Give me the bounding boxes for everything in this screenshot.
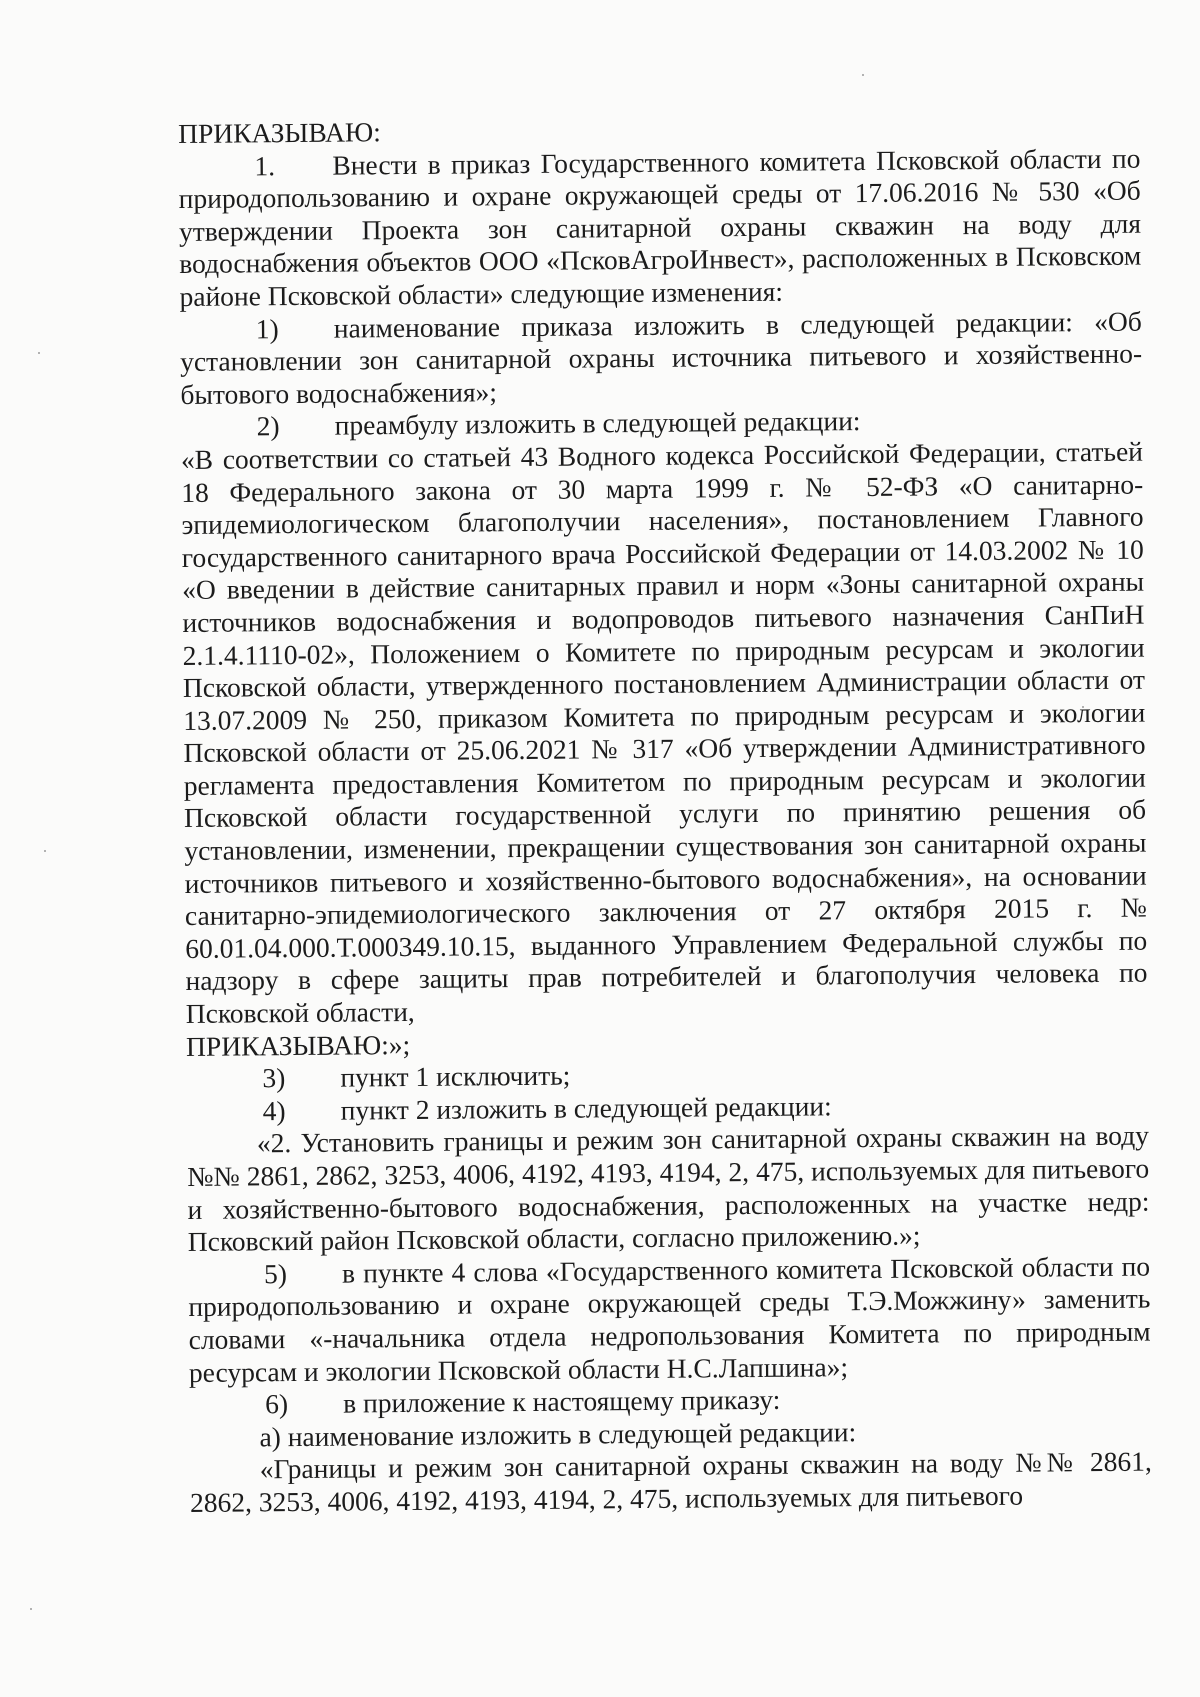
scan-speck	[44, 850, 46, 852]
subitem-2-number: 2)	[256, 410, 280, 442]
subitem-5-number: 5)	[263, 1257, 288, 1290]
subitem-4-number: 4)	[262, 1094, 286, 1127]
subitem-5	[188, 1250, 1151, 1389]
scan-speck	[30, 1608, 32, 1610]
subitem-1-text: наименование приказа изложить в следующей редакции: «Об установлении зон санитарной охраны источника питьевого и хозяйственно-бытового водоснабжения»;	[179, 305, 1143, 410]
subitem-6a: а) наименование изложить в следующей редакции:	[259, 1415, 857, 1453]
subitem-1-number: 1)	[255, 312, 279, 344]
annex-title-text: «Границы и режим зон санитарной охраны скважин на воду №№ 2861, 2862, 3253, 4006, 4192, 4193, 4194, 2, 475, используемых для питьевого	[189, 1445, 1152, 1518]
item-1-text: Внести в приказ Государственного комитета Псковской области по природопользованию и охране окружающей среды от 17.06.2016 № 530 «Об утверждении Проекта зон санитарной охраны скважин на воду для водоснабжения объектов ООО «ПсковАгроИнвест», расположенных в Псковском районе Псковской области» следующие изменения:	[178, 142, 1142, 312]
subitem-3-number: 3)	[262, 1062, 286, 1094]
subitem-6-number: 6)	[265, 1388, 289, 1420]
item-1	[178, 142, 1141, 313]
preamble-text: «В соответствии со статьей 43 Водного кодекса Российской Федерации, статьей 18 Федерального закона от 30 марта 1999 г. № 52-ФЗ «О санитарно-эпидемиологическом благополучии населения», постановлением Главного государственного санитарного врача Российской Федерации от 14.03.2002 № 10 «О введении в действие санитарных правил и норм «Зоны санитарной охраны источников водоснабжения и водопроводов питьевого назначения СанПиН 2.1.4.1110-02», Положением о Комитете по природным ресурсам и экологии Псковской области, утвержденного постановлением Администрации области от 13.07.2009 № 250, приказом Комитета по природным ресурсам и экологии Псковской области от 25.06.2021 № 317 «Об утверждении Административного регламента предоставления Комитетом по природным ресурсам и экологии Псковской области государственной услуги по принятию решения об установлении, изменении, прекращении существования зон санитарной охраны источников питьевого и хозяйственно-бытового водоснабжения», на основании санитарно-эпидемиологического заключения от 27 октября 2015 г. № 60.01.04.000.Т.000349.10.15, выданного Управлением Федеральной службы по надзору в сфере защиты прав потребителей и благополучия человека по Псковской области,	[180, 435, 1148, 1029]
document-body	[178, 110, 1152, 1520]
subitem-6-text: в приложение к настоящему приказу:	[343, 1383, 781, 1419]
scan-speck	[38, 352, 40, 354]
order-heading: ПРИКАЗЫВАЮ:	[178, 116, 381, 149]
subitem-1	[180, 305, 1143, 411]
preamble-order: ПРИКАЗЫВАЮ:»;	[185, 1028, 411, 1062]
subitem-4-text: пункт 2 изложить в следующей редакции:	[340, 1090, 832, 1126]
new-item-2-text: «2. Установить границы и режим зон санитарной охраны скважин на воду №№ 2861, 2862, 3253, 4006, 4192, 4193, 4194, 2, 475, используемых для питьевого и хозяйственно-бытового водоснабжения, расположенных на участке недр: Псковский район Псковской области, согласно приложению.»;	[187, 1119, 1150, 1258]
item-1-number: 1.	[254, 149, 276, 181]
scan-speck	[862, 74, 864, 76]
subitem-5-text: в пункте 4 слова «Государственного комитета Псковской области по природопользованию и охране окружающей среды Т.Э.Можжину» заменить словами «-начальника отдела недропользования Комитета по природным ресурсам и экологии Псковской области Н.С.Лапшина»;	[188, 1250, 1151, 1388]
subitem-3-text: пункт 1 исключить;	[340, 1059, 571, 1093]
subitem-2-text: преамбулу изложить в следующей редакции:	[334, 405, 861, 441]
